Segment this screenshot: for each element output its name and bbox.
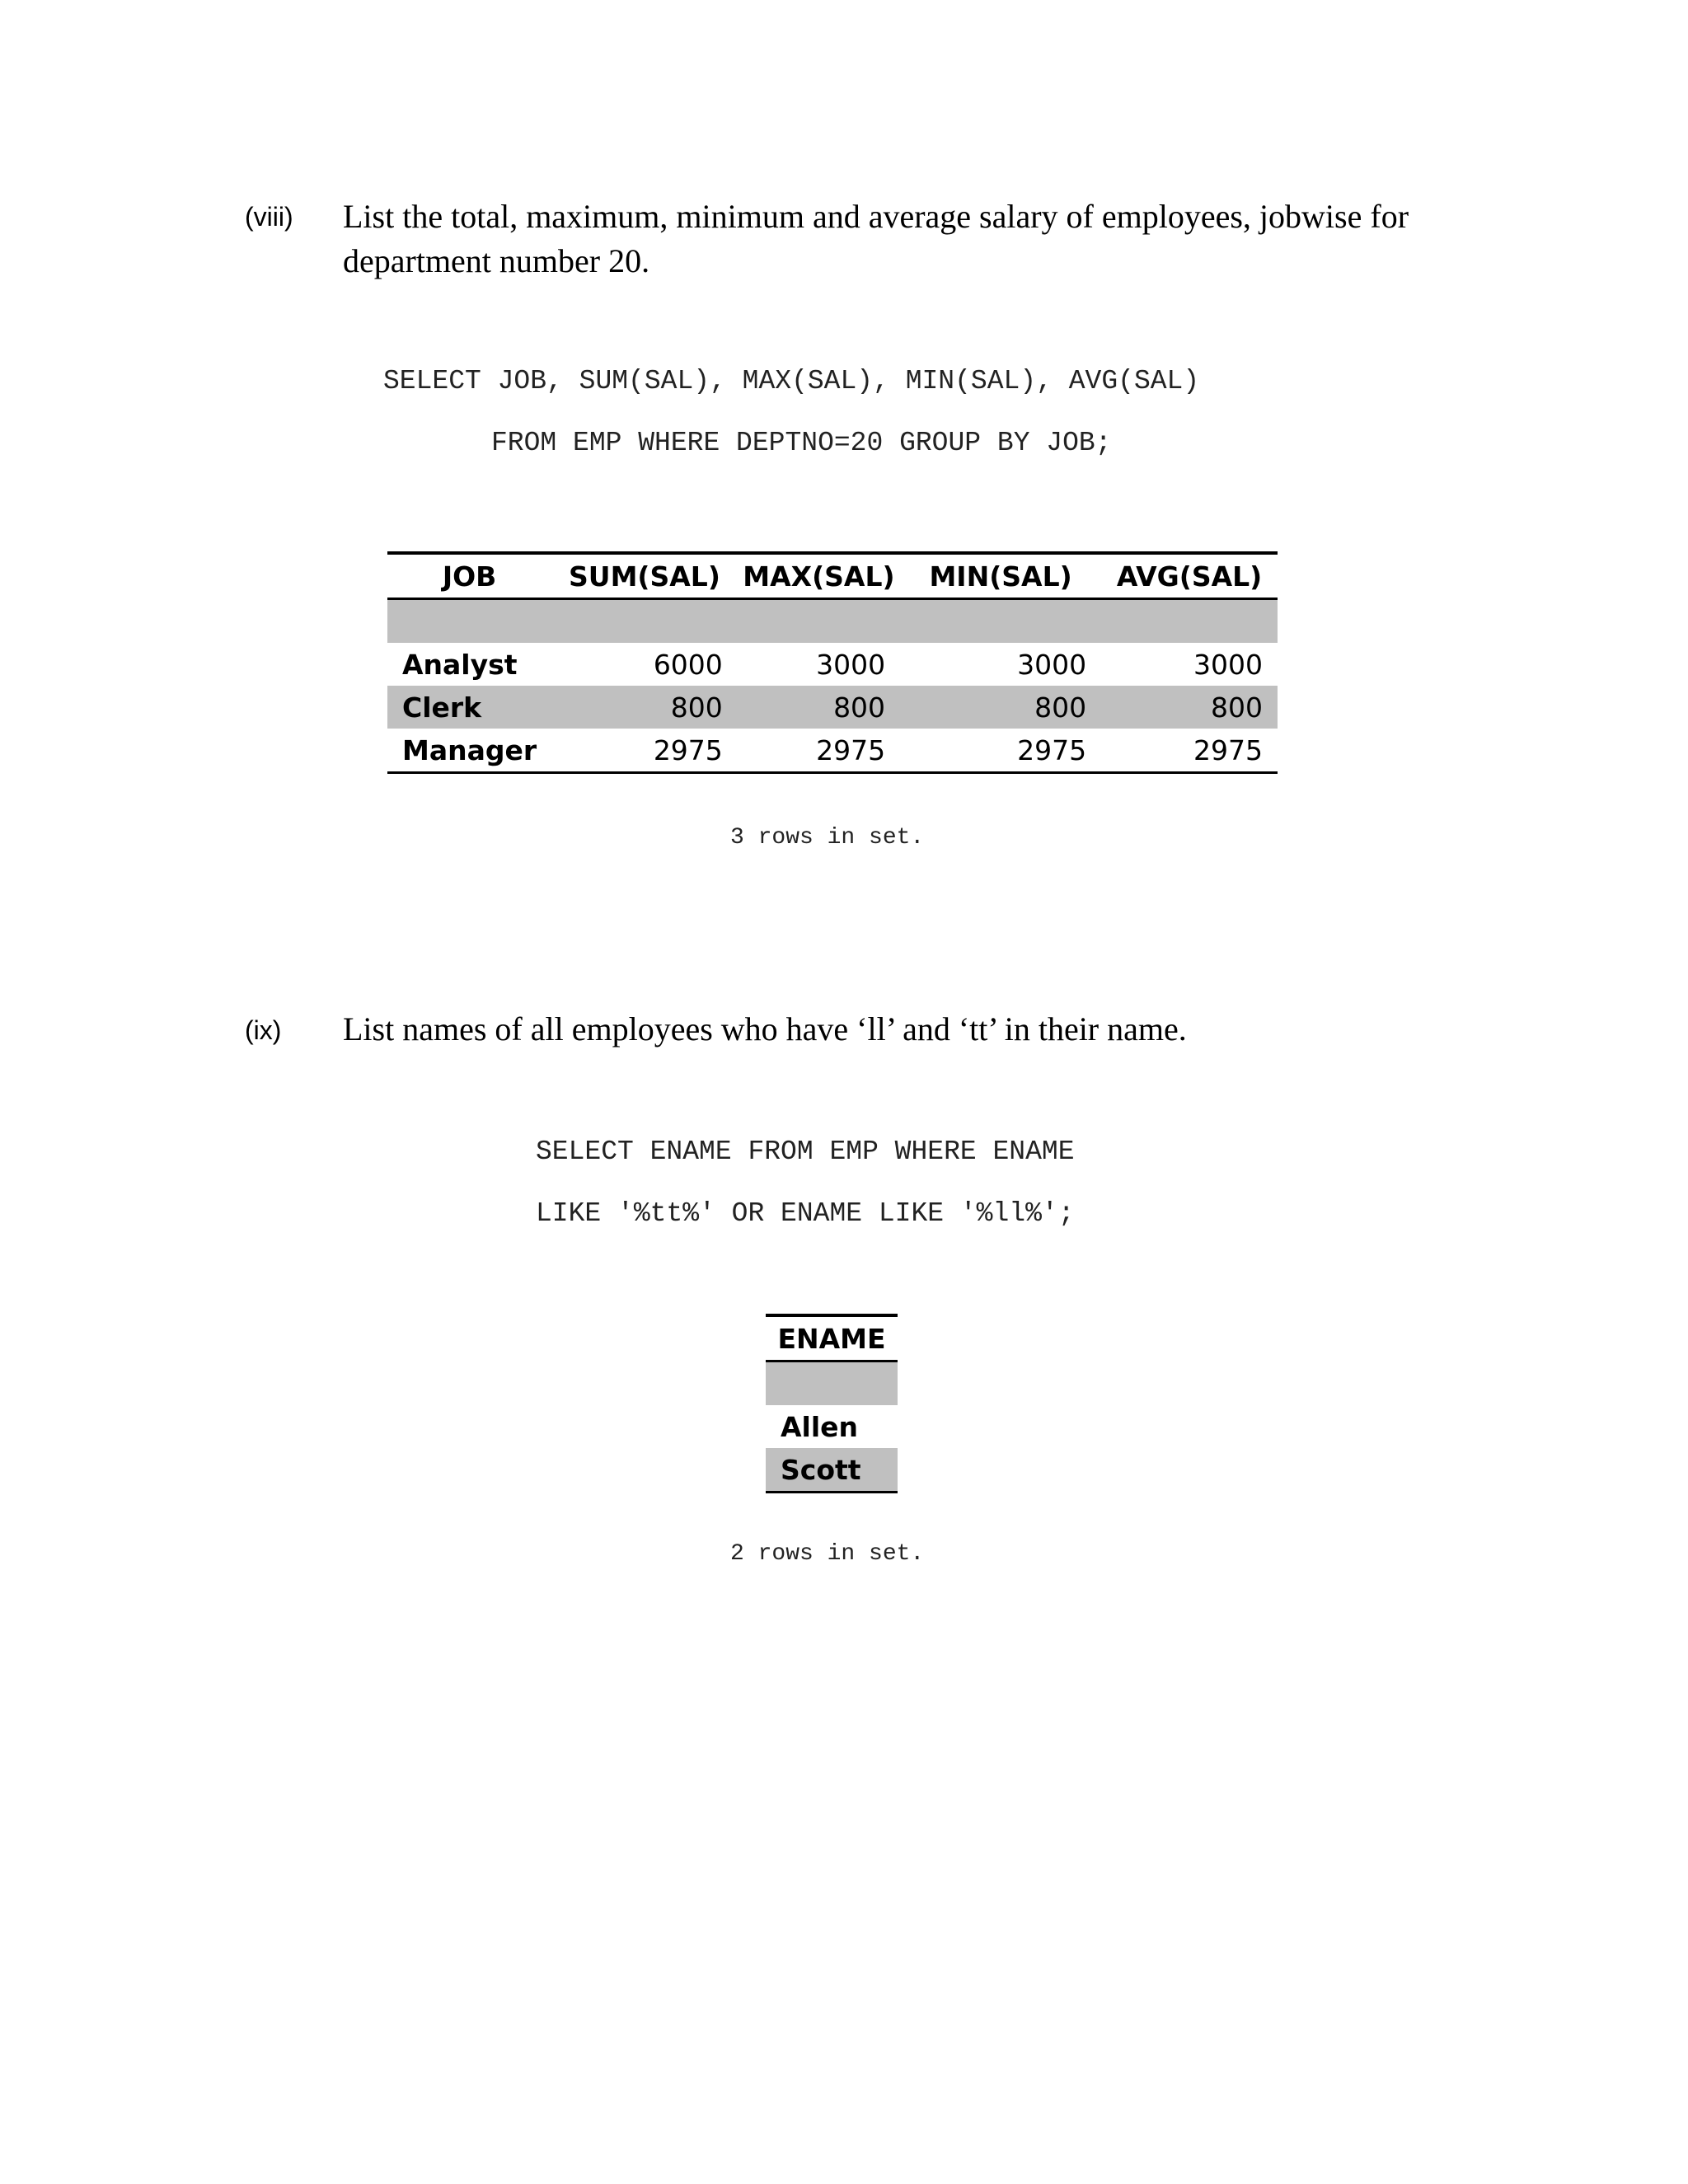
column-header-ename: ENAME [766,1315,898,1361]
job-cell: Manager [387,729,551,773]
table-row [766,1448,898,1493]
avg-sal-cell: 2975 [1101,729,1278,773]
result-table-viii [387,551,1278,774]
min-sal-cell: 2975 [900,729,1101,773]
table-spacer-row [387,599,1278,644]
sum-sal-cell: 2975 [551,729,738,773]
sql-ix-line2: LIKE '%tt%' OR ENAME LIKE '%ll%'; [536,1198,1075,1229]
question-viii-line2: department number 20. [343,242,650,279]
min-sal-cell: 3000 [1017,648,1087,681]
question-ix-text: List names of all employees who have ‘ll’ and ‘tt’ in their name. [343,1010,1187,1047]
table-row [766,1405,898,1448]
avg-sal-cell: 3000 [1193,648,1263,681]
ename-cell: Allen [781,1410,859,1443]
sql-ix-line1: SELECT ENAME FROM EMP WHERE ENAME [536,1137,1075,1167]
max-sal-cell: 800 [738,686,900,729]
result-table-ix [766,1314,898,1493]
sql-viii-line1: SELECT JOB, SUM(SAL), MAX(SAL), MIN(SAL), AVG(SAL) [383,366,1200,396]
rows-count-ix: 2 rows in set. [730,1541,925,1567]
job-cell: Analyst [402,648,518,681]
column-header-min-sal: MIN(SAL) [900,553,1101,599]
question-viii-text [343,194,1497,284]
table-row [387,729,1278,773]
rows-count-viii: 3 rows in set. [730,825,925,851]
avg-sal-cell: 800 [1101,686,1278,729]
column-header-sum-sal: SUM(SAL) [551,553,738,599]
table-row [387,686,1278,729]
question-viii-line1: List the total, maximum, minimum and average salary of employees, jobwise for [343,198,1409,235]
table-row [387,643,1278,686]
job-cell: Clerk [387,686,551,729]
max-sal-cell: 3000 [816,648,886,681]
sum-sal-cell: 6000 [653,648,723,681]
table-spacer-row [766,1361,898,1406]
column-header-job: JOB [387,553,551,599]
sum-sal-cell: 800 [551,686,738,729]
sql-viii-line2: FROM EMP WHERE DEPTNO=20 GROUP BY JOB; [491,428,1112,458]
min-sal-cell: 800 [900,686,1101,729]
question-number-ix: (ix) [245,1015,282,1045]
table-header-row [387,553,1278,599]
column-header-avg-sal: AVG(SAL) [1101,553,1278,599]
column-header-max-sal: MAX(SAL) [738,553,900,599]
table-header-row [766,1315,898,1361]
max-sal-cell: 2975 [738,729,900,773]
ename-cell: Scott [766,1448,898,1493]
question-number-viii: (viii) [245,202,293,232]
